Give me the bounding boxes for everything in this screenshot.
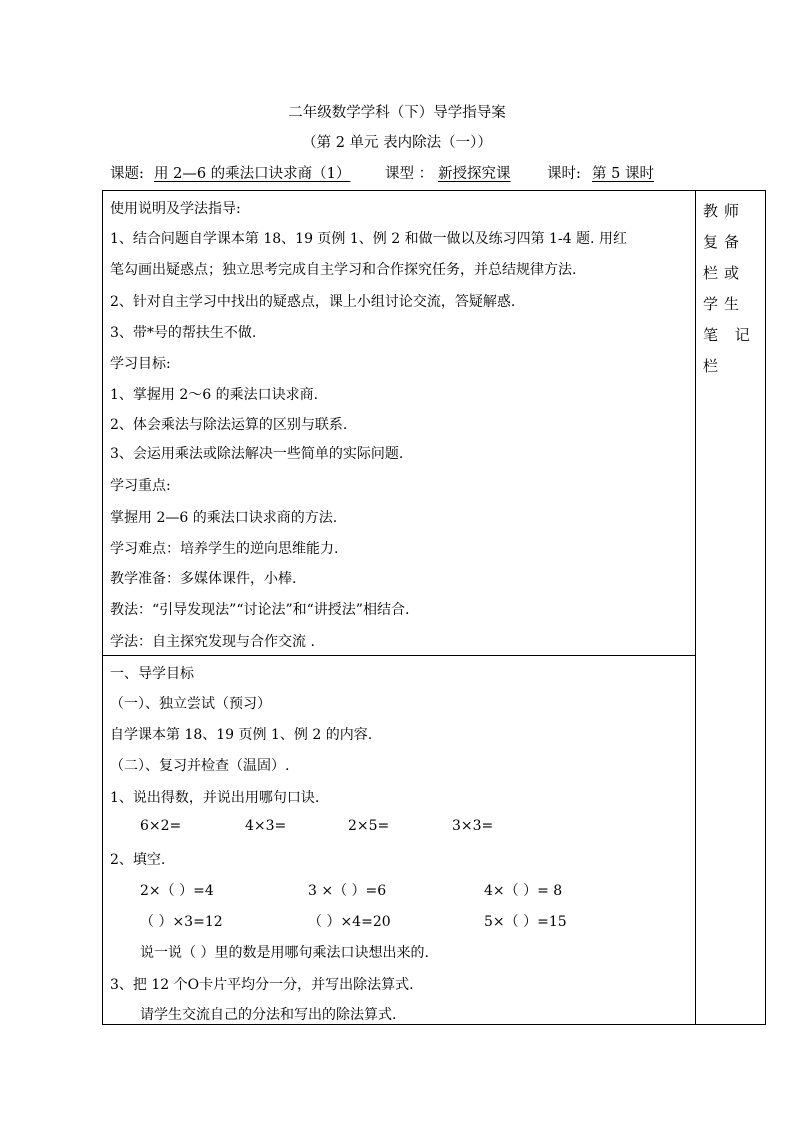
subsection-1: （一）、独立尝试（预习）: [110, 696, 271, 712]
prep-text: 教学准备：多媒体课件，小棒.: [110, 571, 297, 587]
goals-heading: 学习目标:: [110, 356, 171, 372]
topic-value: 用 2—6 的乘法口诀求商（1）: [154, 166, 351, 182]
instruction-2: 2、针对自主学习中找出的疑惑点，课上小组讨论交流，答疑解惑.: [110, 294, 516, 310]
q2-item: 5×（ ）=15: [484, 914, 567, 930]
page-title: 二年级数学学科（下）导学指导案: [288, 105, 506, 121]
row-divider: [102, 655, 695, 656]
question-2: 2、填空.: [110, 852, 166, 868]
period-value: 第 5 课时: [592, 166, 654, 182]
q2-item: （ ）×3=12: [140, 914, 223, 930]
period-label: 课时:: [547, 166, 581, 182]
instruction-3: 3、带*号的帮扶生不做.: [110, 325, 257, 341]
q1-item: 6×2=: [140, 818, 182, 834]
topic-label: 课题:: [110, 166, 144, 182]
q2-item: 4×（ ）= 8: [484, 883, 563, 899]
key-text: 掌握用 2—6 的乘法口诀求商的方法.: [110, 510, 338, 526]
side-note: 教师复备栏或学生笔 记 栏: [703, 202, 756, 375]
page-subtitle: （第 2 单元 表内除法（一））: [302, 135, 492, 151]
type-label: 课型 ：: [385, 166, 434, 182]
instructions-heading: 使用说明及学法指导:: [110, 201, 241, 217]
q2-item: 3 ×（ ）=6: [308, 883, 387, 899]
key-heading: 学习重点:: [110, 478, 171, 494]
teaching-method: 教法：“引导发现法”“讨论法”和“讲授法”相结合.: [110, 602, 410, 618]
goal-3: 3、会运用乘法或除法解决一些简单的实际问题.: [110, 446, 404, 462]
subsection-2: （二）、复习并检查（温固）.: [110, 758, 290, 774]
q2-item: （ ）×4=20: [308, 914, 391, 930]
q1-item: 2×5=: [348, 818, 390, 834]
goal-1: 1、掌握用 2～6 的乘法口诀求商.: [110, 387, 319, 403]
q2-item: 2×（ ）=4: [140, 883, 214, 899]
difficulty-text: 学习难点：培养学生的逆向思维能力.: [110, 541, 339, 557]
type-value: 新授探究课: [438, 166, 511, 182]
learning-method: 学法：自主探究发现与合作交流 .: [110, 634, 315, 650]
goal-2: 2、体会乘法与除法运算的区别与联系.: [110, 417, 348, 433]
q1-item: 3×3=: [452, 818, 494, 834]
section2-heading: 一、导学目标: [110, 666, 194, 682]
instruction-1b: 笔勾画出疑惑点；独立思考完成自主学习和合作探究任务，并总结规律方法.: [110, 262, 577, 278]
q3-note: 请学生交流自己的分法和写出的除法算式.: [140, 1007, 397, 1023]
instruction-1a: 1、结合问题自学课本第 18、19 页例 1、例 2 和做一做以及练习四第 1-4 题. 用红: [110, 231, 627, 247]
subsection-1-text: 自学课本第 18、19 页例 1、例 2 的内容.: [110, 727, 373, 743]
question-3: 3、把 12 个O卡片平均分一分，并写出除法算式.: [110, 977, 414, 993]
column-divider: [695, 190, 696, 1025]
q1-item: 4×3=: [245, 818, 287, 834]
question-1: 1、说出得数，并说出用哪句口诀.: [110, 790, 320, 806]
q2-note: 说一说（ ）里的数是用哪句乘法口诀想出来的.: [140, 945, 429, 961]
